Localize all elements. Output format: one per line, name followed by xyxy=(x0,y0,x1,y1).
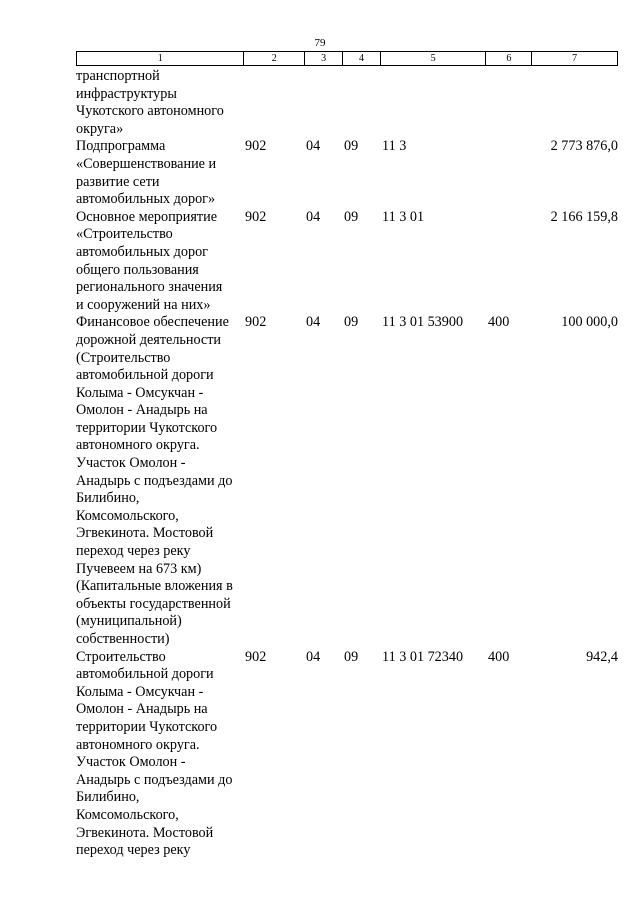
row-col-3: 04 xyxy=(306,314,321,331)
row-name: транспортной инфраструктуры Чукотского автономного округа» xyxy=(76,68,224,137)
row-name: Подпрограмма «Совершенствование и развитие сети автомобильных дорог» xyxy=(76,138,217,208)
row-col-2: 902 xyxy=(245,208,267,225)
row-col-6: 400 xyxy=(488,314,510,331)
header-cell-2: 2 xyxy=(244,52,305,65)
row-col-2: 902 xyxy=(245,138,267,155)
row-name: Финансовое обеспечение дорожной деятельности (Строительство автомобильной дороги Колыма - Омсукчан - Омолон - Анадырь на территории Чукотского автономного округа. Участок Омолон - Анадырь с подъездами до Билибино, Комсомольского, Эгвекинота. Мостовой переход через реку Пучевеем на 673 км) (Капитальные вложения в объекты государственной (муниципальной) собственности) xyxy=(76,314,233,647)
row-col-4: 09 xyxy=(344,648,359,665)
row-col-5: 11 3 01 72340 xyxy=(382,648,464,665)
row-col-6: 400 xyxy=(488,648,510,665)
header-cell-1: 1 xyxy=(77,52,244,65)
row-col-7: 100 000,0 xyxy=(561,314,618,331)
table-row xyxy=(76,209,618,315)
header-cell-7: 7 xyxy=(572,53,578,64)
table-row xyxy=(76,649,618,860)
header-cell-6: 6 xyxy=(486,52,532,65)
table-header xyxy=(76,51,618,66)
page-number: 79 xyxy=(314,37,326,49)
row-col-7: 942,4 xyxy=(586,648,618,665)
row-col-3: 04 xyxy=(306,648,321,665)
table-body xyxy=(76,68,618,860)
header-cell-5: 5 xyxy=(381,52,487,65)
table-row xyxy=(76,138,618,208)
row-col-2: 902 xyxy=(245,648,267,665)
table-row xyxy=(76,314,618,648)
header-cell-3: 3 xyxy=(305,52,343,65)
header-cell-4: 4 xyxy=(343,52,381,65)
row-col-4: 09 xyxy=(344,138,359,155)
row-name: Основное мероприятие «Строительство автомобильных дорог общего пользования регионального значения и сооружений на них» xyxy=(76,208,223,313)
row-col-2: 902 xyxy=(245,314,267,331)
row-col-3: 04 xyxy=(306,138,321,155)
table-row xyxy=(76,68,618,138)
row-col-7: 2 773 876,0 xyxy=(550,138,618,155)
row-col-5: 11 3 01 53900 xyxy=(382,314,464,331)
row-col-3: 04 xyxy=(306,208,321,225)
row-col-5: 11 3 xyxy=(382,138,407,155)
row-name: Строительство автомобильной дороги Колыма - Омсукчан - Омолон - Анадырь на территории Чукотского автономного округа. Участок Омолон - Анадырь с подъездами до Билибино, Комсомольского, Эгвекинота. Мостовой переход через реку xyxy=(76,648,233,859)
row-col-4: 09 xyxy=(344,208,359,225)
row-col-7: 2 166 159,8 xyxy=(550,208,618,225)
row-col-4: 09 xyxy=(344,314,359,331)
row-col-5: 11 3 01 xyxy=(382,208,425,225)
